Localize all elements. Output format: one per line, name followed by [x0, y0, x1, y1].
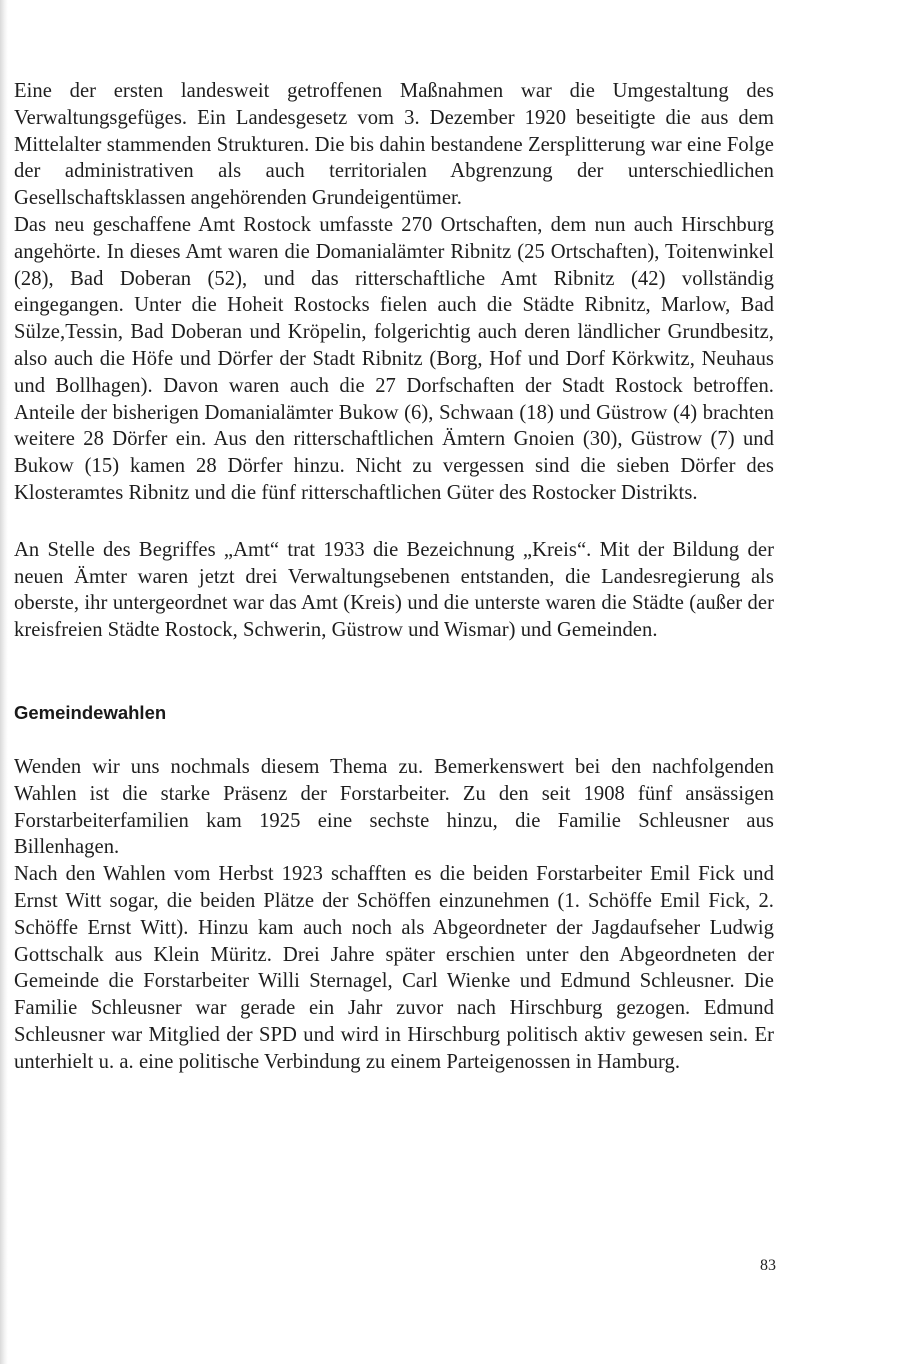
- page-number: 83: [760, 1257, 776, 1274]
- paragraph-amt-rostock: Das neu geschaffene Amt Rostock umfasste 270 Ortschaften, dem nun auch Hirschburg angehörte. In dieses Amt waren die Domanialämter Ribnitz (25 Ortschaften), Toitenwinkel (28), Bad Doberan (52), und das ritterschaftliche Amt Ribnitz (42) vollständig eingegangen. Unter die Hoheit Rostocks fielen auch die Städte Ribnitz, Marlow, Bad Sülze,Tessin, Bad Doberan und Kröpelin, folgerichtig auch deren ländlicher Grundbesitz, also auch die Höfe und Dörfer der Stadt Ribnitz (Borg, Hof und Dorf Körkwitz, Neuhaus und Bollhagen). Davon waren auch die 27 Dorfschaften der Stadt Rostock betroffen. Anteile der bisherigen Domanialämter Bukow (6), Schwaan (18) und Güstrow (4) brachten weitere 28 Dörfer ein. Aus den ritterschaftlichen Ämtern Gnoien (30), Güstrow (7) und Bukow (15) kamen 28 Dörfer hinzu. Nicht zu vergessen sind die sieben Dörfer des Klosteramtes Ribnitz und die fünf ritterschaftlichen Güter des Rostocker Distrikts.: [14, 213, 774, 504]
- page-spine-shadow: [0, 0, 8, 1364]
- heading-spacer: [14, 726, 774, 754]
- paragraph-amt-kreis: An Stelle des Begriffes „Amt“ trat 1933 die Bezeichnung „Kreis“. Mit der Bildung der neuen Ämter waren jetzt drei Verwaltungsebenen entstanden, die Landesregierung als oberste, ihr untergeordnet war das Amt (Kreis) und die unterste waren die Städte (außer der kreisfreien Städte Rostock, Schwerin, Güstrow und Wismar) und Gemeinden.: [14, 538, 774, 642]
- page-body: [14, 78, 774, 1076]
- section-heading: Gemeindewahlen: [14, 701, 167, 723]
- paragraph-administrative-reform: Eine der ersten landesweit getroffenen Maßnahmen war die Umgestaltung des Verwaltungsgefüges. Ein Landesgesetz vom 3. Dezember 1920 beseitigte die aus dem Mittelalter stammenden Strukturen. Die bis dahin bestandene Zersplitterung war eine Folge der administrativen als auch territorialen Abgrenzung der unterschiedlichen Gesellschaftsklassen angehörenden Grundeigentümer.: [14, 80, 774, 210]
- paragraph-elections-1923: Nach den Wahlen vom Herbst 1923 schafften es die beiden Forstarbeiter Emil Fick und Ernst Witt sogar, die beiden Plätze der Schöffen einzunehmen (1. Schöffe Emil Fick, 2. Schöffe Ernst Witt). Hinzu kam auch noch als Abgeordneter der Jagdaufseher Ludwig Gottschalk aus Klein Müritz. Drei Jahre später erschien unter den Abgeordneten der Gemeinde die Forstarbeiter Willi Sternagel, Carl Wienke und Edmund Schleusner. Die Familie Schleusner war gerade ein Jahr zuvor nach Hirschburg gezogen. Edmund Schleusner war Mitglied der SPD und wird in Hirschburg politisch aktiv gewesen sein. Er unterhielt u. a. eine politische Verbindung zu einem Parteigenossen in Hamburg.: [14, 863, 774, 1073]
- paragraph-forest-workers: Wenden wir uns nochmals diesem Thema zu. Bemerkenswert bei den nachfolgenden Wahlen ist die starke Präsenz der Forstarbeiter. Zu den seit 1908 fünf ansässigen Forstarbeiterfamilien kam 1925 eine sechste hinzu, die Familie Schleusner aus Billenhagen.: [14, 755, 774, 859]
- paragraph-spacer: [14, 507, 774, 537]
- section-spacer: [14, 644, 774, 700]
